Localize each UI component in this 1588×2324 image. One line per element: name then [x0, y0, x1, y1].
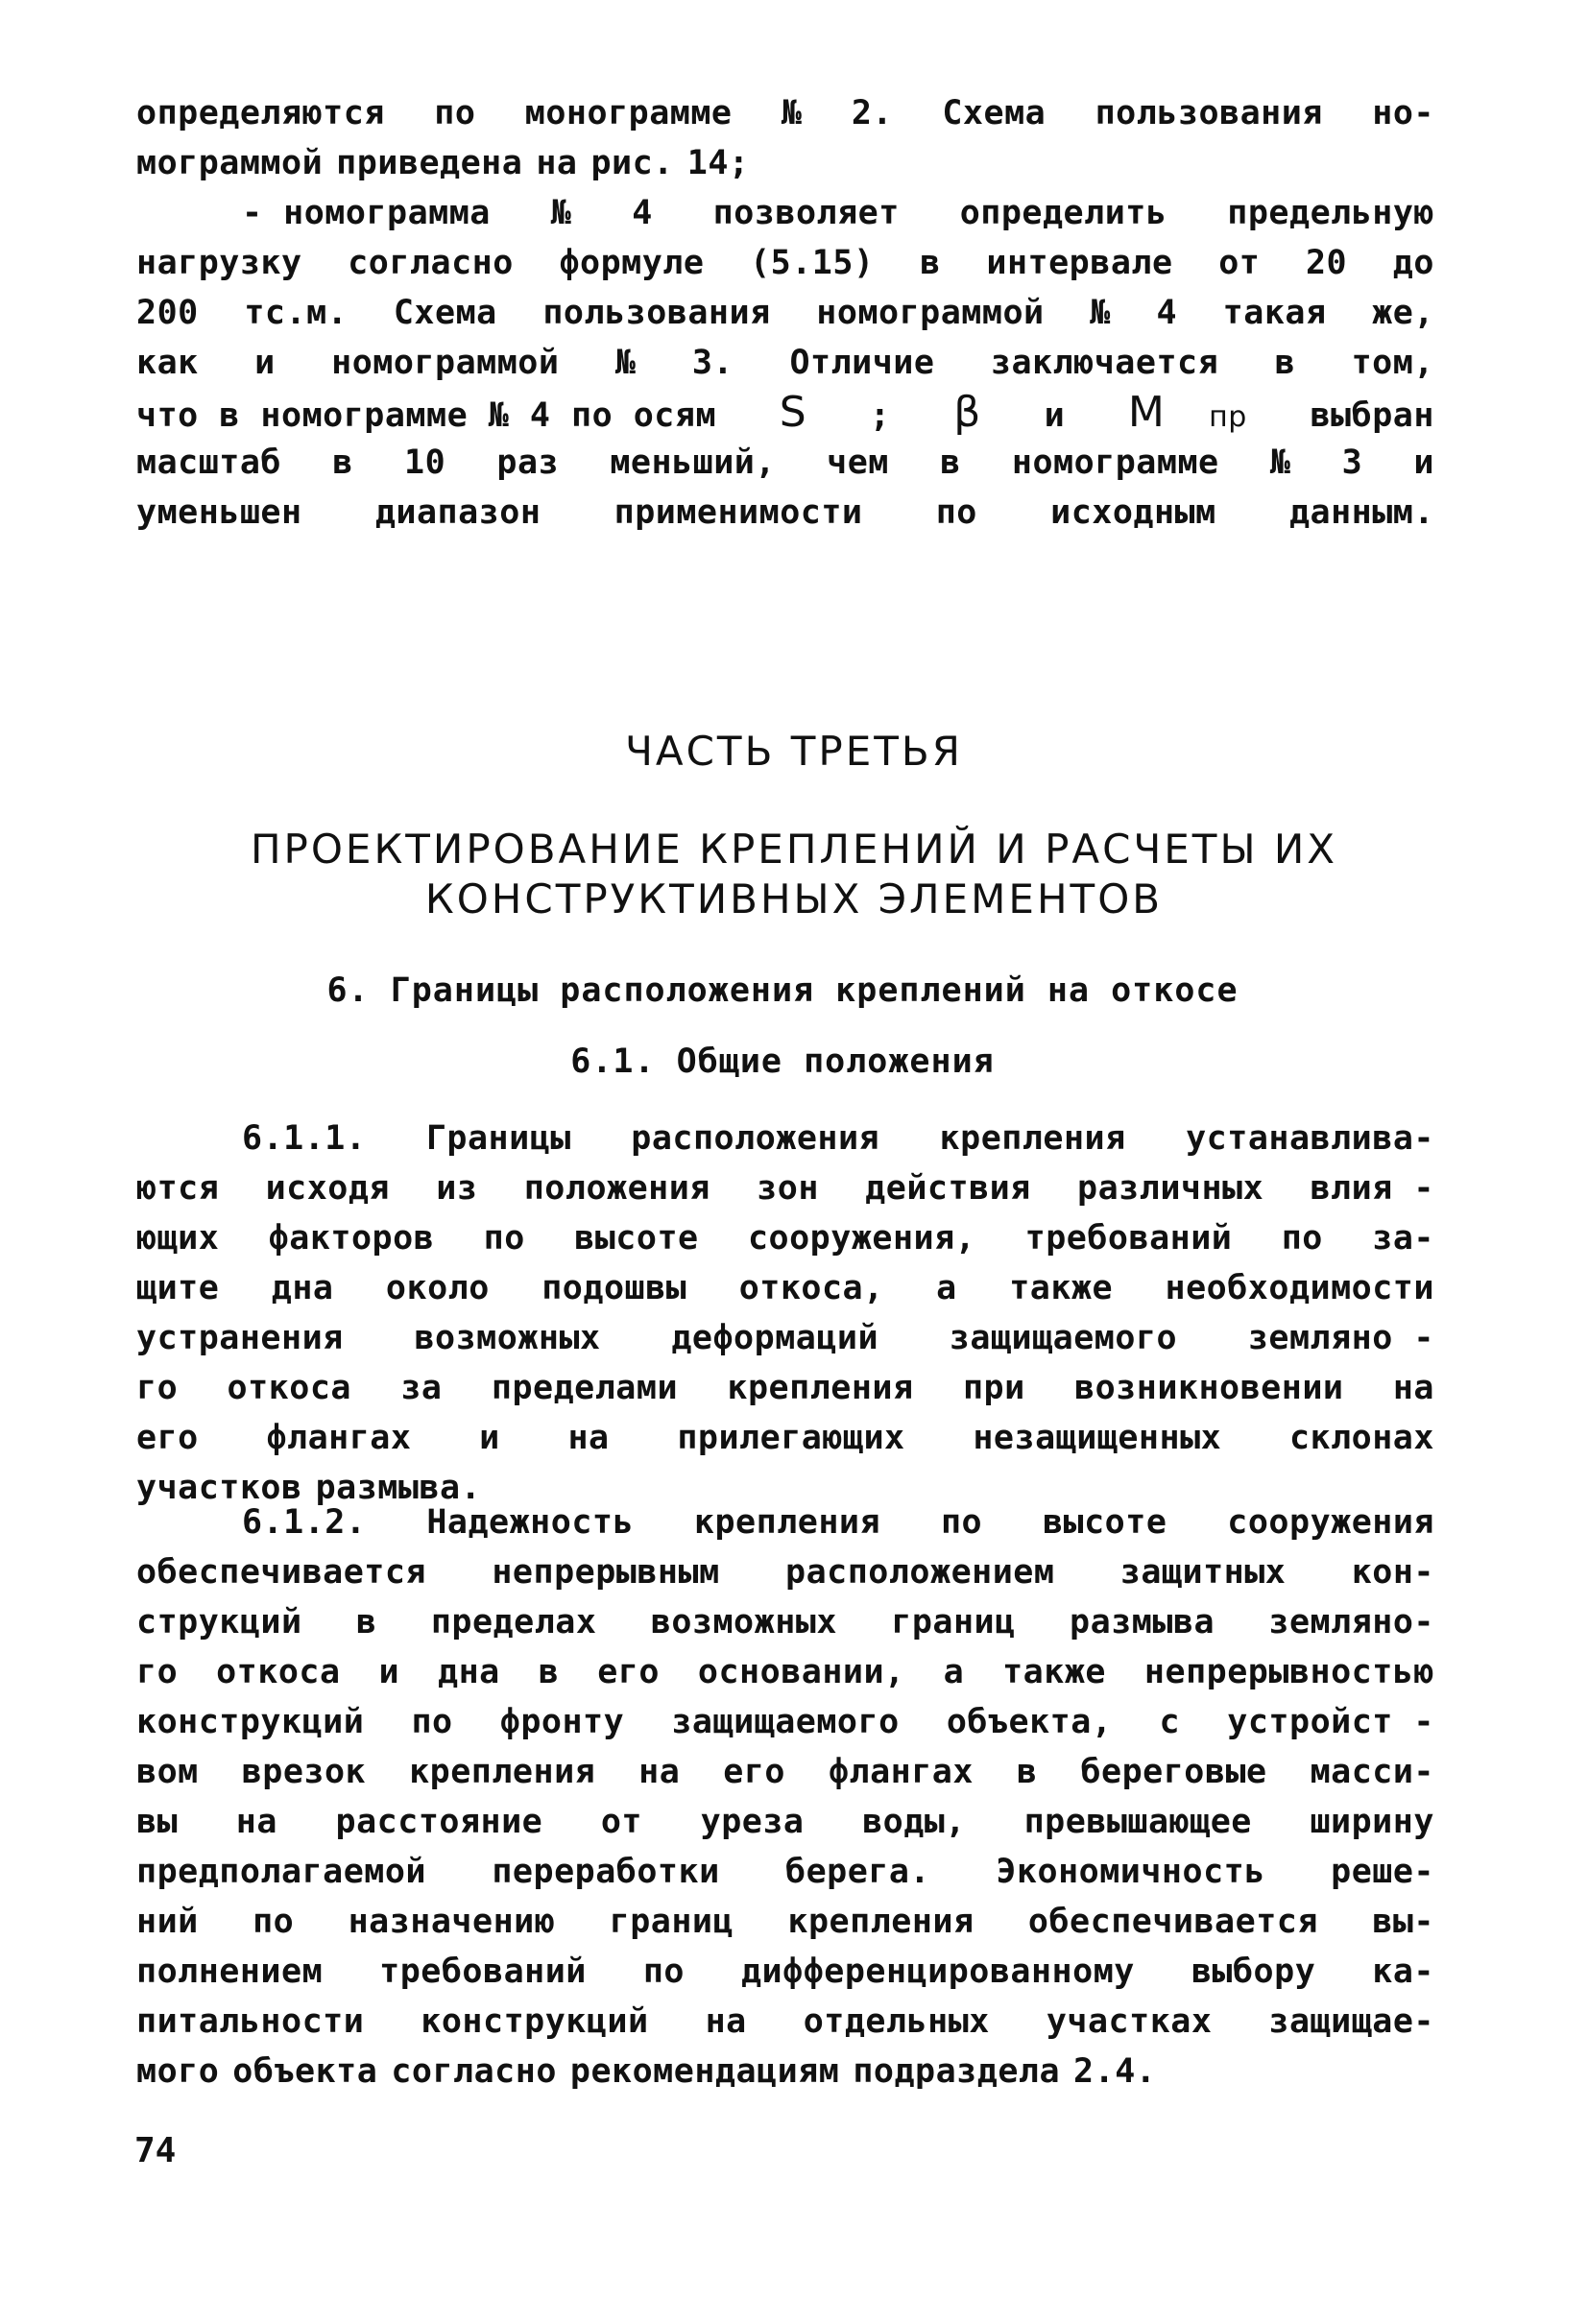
word: по [642, 1953, 685, 1991]
word: на [536, 144, 578, 182]
word: вы- [1372, 1903, 1434, 1941]
word: и [1044, 396, 1066, 435]
word: масси- [1310, 1753, 1434, 1791]
word: определить [959, 194, 1167, 232]
part-title: ЧАСТЬ ТРЕТЬЯ [625, 728, 963, 775]
word: расстояние [335, 1803, 543, 1841]
word: на [567, 1419, 610, 1457]
word: β [953, 388, 981, 437]
word: предельную [1227, 194, 1434, 232]
text-line [136, 1747, 1434, 1797]
word: влия - [1310, 1169, 1434, 1208]
word: назначению [348, 1903, 556, 1941]
word: вы [136, 1803, 179, 1841]
word: а [943, 1653, 965, 1691]
word: возможных [414, 1319, 601, 1357]
word: пр [1209, 400, 1247, 434]
word: его [723, 1753, 785, 1791]
text-line [136, 1213, 1434, 1263]
word: крепления [939, 1119, 1126, 1158]
word: нагрузку [136, 244, 302, 282]
section-title-line2: КОНСТРУКТИВНЫХ ЭЛЕМЕНТОВ [424, 875, 1164, 922]
word: тс.м. [244, 294, 349, 332]
word: в [920, 244, 941, 282]
word: полнением [136, 1953, 324, 1991]
word: конструкций [421, 2002, 649, 2041]
word: берега. [785, 1853, 931, 1891]
word: из [436, 1169, 478, 1208]
word: № [1090, 294, 1111, 332]
text-line [136, 1997, 1434, 2047]
word: Схема [393, 294, 497, 332]
word: монограмме [524, 94, 733, 132]
word: объекта [232, 2052, 378, 2091]
word: с [1159, 1703, 1181, 1741]
word: отдельных [803, 2002, 990, 2041]
word: на [1392, 1369, 1434, 1407]
word: участков [136, 1469, 302, 1507]
top-paragraph [136, 88, 1434, 538]
word: Отличие [789, 344, 935, 382]
word: и [378, 1653, 400, 1691]
text-line [136, 1363, 1434, 1413]
word: 3 [1341, 443, 1363, 482]
word: фронту [499, 1703, 625, 1741]
chapter-title: 6. Границы расположения креплений на откосе [326, 971, 1239, 1010]
text-line [136, 88, 1434, 138]
word: флангах [266, 1419, 412, 1457]
word: позволяет [712, 194, 900, 232]
word: питальности [136, 2002, 365, 2041]
word: размыва. [315, 1469, 482, 1507]
text-line [136, 2047, 1434, 2096]
word: требований [379, 1953, 587, 1991]
text-line [136, 1697, 1434, 1747]
word: вом [136, 1753, 199, 1791]
word: ются [136, 1169, 220, 1208]
word: масштаб [136, 443, 282, 482]
word: - номограмма [242, 194, 491, 232]
word: откоса [216, 1653, 341, 1691]
word: расположением [785, 1553, 1055, 1592]
word: чем [827, 443, 889, 482]
word: сооружения [1227, 1503, 1434, 1542]
word: Схема [942, 94, 1047, 132]
word: крепления [727, 1369, 914, 1407]
word: крепления [787, 1903, 974, 1941]
text-line [136, 1797, 1434, 1847]
word: до [1392, 244, 1434, 282]
word: размыва [1070, 1603, 1215, 1641]
word: 2.4. [1073, 2052, 1157, 2091]
word: 20 [1305, 244, 1348, 282]
word: 200 [136, 294, 199, 332]
word: различных [1077, 1169, 1264, 1208]
word: защитных [1119, 1553, 1287, 1592]
word: но- [1372, 94, 1434, 132]
word: согласно [348, 244, 514, 282]
text-line [136, 1847, 1434, 1897]
word: же, [1372, 294, 1434, 332]
word: уреза [700, 1803, 805, 1841]
word: раз [496, 443, 560, 482]
word: меньший, [610, 443, 776, 482]
word: а [936, 1269, 957, 1307]
word: том, [1351, 344, 1434, 382]
text-line [136, 1313, 1434, 1363]
word: обеспечивается [1027, 1903, 1318, 1941]
word: и [254, 344, 276, 382]
word: го [136, 1653, 179, 1691]
word: выбору [1191, 1953, 1316, 1991]
text-line [136, 438, 1434, 488]
word: определяются [136, 94, 385, 132]
word: ющих [136, 1219, 220, 1258]
word: непрерывным [492, 1553, 720, 1592]
word: склонах [1288, 1419, 1434, 1457]
text-line [136, 1897, 1434, 1947]
word: флангах [828, 1753, 974, 1791]
word: щите [136, 1269, 220, 1307]
word: необходимости [1165, 1269, 1434, 1307]
word: при [962, 1369, 1025, 1407]
word: номограммой [331, 344, 560, 382]
word: высоте [1042, 1503, 1167, 1542]
word: участках [1046, 2002, 1213, 2041]
word: устройст - [1227, 1703, 1434, 1741]
section-title-line1: ПРОЕКТИРОВАНИЕ КРЕПЛЕНИЙ И РАСЧЕТЫ ИХ [250, 826, 1338, 873]
word: формуле [559, 244, 705, 282]
word: 3. [691, 344, 734, 382]
word: что в номограмме № 4 по осям [136, 396, 717, 435]
word: в [1016, 1753, 1038, 1791]
text-line [136, 1413, 1434, 1463]
text-line [136, 1597, 1434, 1647]
word: 4 [632, 194, 653, 232]
word: на [705, 2002, 747, 2041]
text-line [136, 1163, 1434, 1213]
word: в [355, 1603, 377, 1641]
word: дна [438, 1653, 500, 1691]
word: согласно [391, 2052, 557, 2091]
word: за [400, 1369, 443, 1407]
text-line [136, 288, 1434, 338]
word: от [1218, 244, 1261, 282]
word: откоса [227, 1369, 351, 1407]
word: и [1413, 443, 1434, 482]
word: 4 [1156, 294, 1178, 332]
text-line [136, 338, 1434, 388]
word: струкций [136, 1603, 302, 1641]
word: превышающее [1023, 1803, 1252, 1841]
word: интервале [986, 244, 1173, 282]
word: обеспечивается [136, 1553, 427, 1592]
word: устанавлива- [1186, 1119, 1434, 1158]
word: диапазон [374, 493, 541, 532]
word: дифференцированному [740, 1953, 1135, 1991]
word: откоса, [738, 1269, 884, 1307]
word: применимости [614, 493, 863, 532]
word: на [235, 1803, 277, 1841]
word: основании, [697, 1653, 905, 1691]
paragraph-6-1-2 [136, 1497, 1434, 2096]
word: 6.1.1. [242, 1119, 367, 1158]
word: (5.15) [750, 244, 875, 282]
word: пользования [1095, 94, 1323, 132]
word: крепления [409, 1753, 596, 1791]
word: го [136, 1369, 179, 1407]
word: уменьшен [136, 493, 302, 532]
word: № [550, 194, 572, 232]
word: его [136, 1419, 199, 1457]
text-line [136, 188, 1434, 238]
word: возникновении [1074, 1369, 1344, 1407]
word: защищаемого [671, 1703, 900, 1741]
word: как [136, 344, 199, 382]
word: номограммой [816, 294, 1045, 332]
word: ; [869, 396, 891, 435]
word: от [600, 1803, 643, 1841]
word: ширину [1310, 1803, 1434, 1841]
word: сооружения, [747, 1219, 976, 1258]
word: действия [865, 1169, 1031, 1208]
word: пользования [542, 294, 771, 332]
word: в [1274, 344, 1296, 382]
word: расположения [631, 1119, 880, 1158]
word: незащищенных [973, 1419, 1222, 1457]
page-number: 74 [134, 2131, 177, 2170]
word: кон- [1351, 1553, 1434, 1592]
word: ний [136, 1903, 199, 1941]
word: по [940, 1503, 983, 1542]
word: заключается [990, 344, 1219, 382]
word: деформаций [671, 1319, 879, 1357]
word: дна [271, 1269, 334, 1307]
word: требований [1024, 1219, 1233, 1258]
word: факторов [268, 1219, 435, 1258]
text-line [136, 138, 1434, 188]
word: в [332, 443, 353, 482]
text-line [136, 1497, 1434, 1547]
word: за- [1372, 1219, 1434, 1258]
word: рекомендациям [569, 2052, 840, 2091]
word: подраздела [853, 2052, 1061, 2091]
text-line [136, 1947, 1434, 1997]
word: непрерывностью [1143, 1653, 1434, 1691]
word: мограммой [136, 144, 324, 182]
word: 2. [851, 94, 893, 132]
word: номограмме [1011, 443, 1219, 482]
word: береговые [1080, 1753, 1267, 1791]
word: по [434, 94, 476, 132]
word: высоте [574, 1219, 699, 1258]
word: подошвы [541, 1269, 687, 1307]
word: S [779, 388, 807, 437]
word: в [940, 443, 961, 482]
word: предполагаемой [136, 1853, 427, 1891]
word: № [781, 94, 803, 132]
word: по [253, 1903, 295, 1941]
word: врезок [241, 1753, 367, 1791]
word: переработки [492, 1853, 720, 1891]
word: и [479, 1419, 500, 1457]
word: конструкций [136, 1703, 365, 1741]
word: устранения [136, 1319, 344, 1357]
word: 10 [404, 443, 446, 482]
word: 6.1.2. [242, 1503, 367, 1542]
text-line [136, 1263, 1434, 1313]
word: ка- [1372, 1953, 1434, 1991]
word: земляно - [1247, 1319, 1434, 1357]
word: также [1009, 1269, 1114, 1307]
word: Экономичность [996, 1853, 1265, 1891]
word: мого [136, 2052, 220, 2091]
word: зон [757, 1169, 819, 1208]
word: реше- [1331, 1853, 1434, 1891]
word: прилегающих [677, 1419, 905, 1457]
word: воды, [862, 1803, 966, 1841]
word: около [385, 1269, 490, 1307]
text-line [136, 238, 1434, 288]
word: по [483, 1219, 525, 1258]
word: защищаемого [949, 1319, 1178, 1357]
word: границ [891, 1603, 1016, 1641]
text-line [136, 488, 1434, 538]
word: положения [523, 1169, 710, 1208]
paragraph-6-1-1 [136, 1114, 1434, 1513]
word: по [935, 493, 977, 532]
word: возможных [650, 1603, 837, 1641]
word: исходным [1050, 493, 1216, 532]
word: № [614, 344, 637, 382]
word: 14; [686, 144, 750, 182]
word: приведена [336, 144, 523, 182]
word: пределами [491, 1369, 679, 1407]
subchapter-title: 6.1. Общие положения [570, 1042, 995, 1081]
text-line [136, 1547, 1434, 1597]
word: Границы [425, 1119, 571, 1158]
word: также [1002, 1653, 1106, 1691]
text-line [136, 388, 1434, 438]
text-line [136, 1114, 1434, 1163]
word: Надежность [426, 1503, 635, 1542]
word: № [1269, 443, 1291, 482]
word: пределах [430, 1603, 597, 1641]
word: данным. [1288, 493, 1434, 532]
word: на [638, 1753, 681, 1791]
word: такая [1222, 294, 1327, 332]
word: по [1281, 1219, 1323, 1258]
text-line [136, 1647, 1434, 1697]
word: в [538, 1653, 560, 1691]
word: его [597, 1653, 660, 1691]
word: M [1127, 388, 1166, 437]
word: по [411, 1703, 453, 1741]
word: земляно- [1268, 1603, 1434, 1641]
word: рис. [590, 144, 674, 182]
word: границ [609, 1903, 734, 1941]
word: объекта, [946, 1703, 1113, 1741]
word: защищае- [1268, 2002, 1434, 2041]
word: крепления [693, 1503, 881, 1542]
word: выбран [1310, 396, 1434, 435]
word: исходя [265, 1169, 391, 1208]
